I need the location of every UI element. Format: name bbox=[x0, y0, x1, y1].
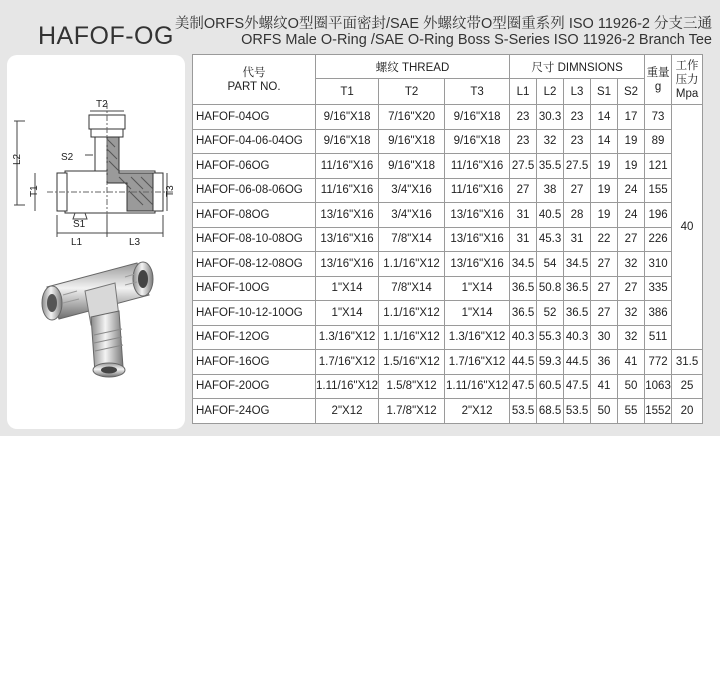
cell-l3: 47.5 bbox=[564, 374, 591, 399]
cell-s2: 32 bbox=[618, 301, 645, 326]
pressure-merged-cell: 40 bbox=[672, 105, 703, 350]
cell-t2: 1.1/16"X12 bbox=[379, 325, 445, 350]
title-english: ORFS Male O-Ring /SAE O-Ring Boss S-Series ISO 11926-2 Branch Tee bbox=[241, 32, 712, 48]
cell-t1: 13/16"X16 bbox=[316, 203, 379, 228]
cell-s1: 50 bbox=[591, 399, 618, 424]
cell-w: 335 bbox=[645, 276, 672, 301]
cell-l1: 27 bbox=[510, 178, 537, 203]
cell-t1: 1.7/16"X12 bbox=[316, 350, 379, 375]
cell-w: 310 bbox=[645, 252, 672, 277]
cell-l2: 35.5 bbox=[537, 154, 564, 179]
tee-fitting-photo bbox=[42, 262, 153, 377]
cell-w: 155 bbox=[645, 178, 672, 203]
cell-t3: 13/16"X16 bbox=[445, 203, 510, 228]
cell-w: 196 bbox=[645, 203, 672, 228]
title-chinese: 美制ORFS外螺纹O型圈平面密封/SAE 外螺纹带O型圈重系列 ISO 11926-2 分支三通 bbox=[174, 16, 712, 32]
cell-s2: 27 bbox=[618, 276, 645, 301]
cell-t1: 2"X12 bbox=[316, 399, 379, 424]
cell-s1: 27 bbox=[591, 276, 618, 301]
cell-l2: 40.5 bbox=[537, 203, 564, 228]
part-number-cell: HAFOF-20OG bbox=[193, 374, 316, 399]
part-number-cell: HAFOF-04OG bbox=[193, 105, 316, 130]
cell-t1: 13/16"X16 bbox=[316, 227, 379, 252]
cell-s2: 24 bbox=[618, 203, 645, 228]
technical-drawing bbox=[7, 55, 185, 429]
cell-l1: 27.5 bbox=[510, 154, 537, 179]
label-t3: T3 bbox=[165, 185, 176, 197]
table-row bbox=[193, 203, 703, 228]
header-t2: T2 bbox=[379, 79, 445, 105]
cell-l2: 30.3 bbox=[537, 105, 564, 130]
cell-s2: 41 bbox=[618, 350, 645, 375]
cell-t2: 1.1/16"X12 bbox=[379, 252, 445, 277]
cell-s2: 32 bbox=[618, 252, 645, 277]
cell-l3: 27 bbox=[564, 178, 591, 203]
cell-pressure: 31.5 bbox=[672, 350, 703, 375]
cell-w: 89 bbox=[645, 129, 672, 154]
cell-s1: 22 bbox=[591, 227, 618, 252]
cell-l3: 27.5 bbox=[564, 154, 591, 179]
cell-l2: 54 bbox=[537, 252, 564, 277]
cell-t3: 1"X14 bbox=[445, 301, 510, 326]
cell-l2: 38 bbox=[537, 178, 564, 203]
cell-l2: 50.8 bbox=[537, 276, 564, 301]
part-number-cell: HAFOF-10-12-10OG bbox=[193, 301, 316, 326]
cell-t3: 11/16"X16 bbox=[445, 154, 510, 179]
cell-s1: 14 bbox=[591, 105, 618, 130]
cell-t3: 1"X14 bbox=[445, 276, 510, 301]
part-number-cell: HAFOF-10OG bbox=[193, 276, 316, 301]
cell-l3: 40.3 bbox=[564, 325, 591, 350]
cell-pressure: 25 bbox=[672, 374, 703, 399]
cell-w: 1063 bbox=[645, 374, 672, 399]
cell-l1: 53.5 bbox=[510, 399, 537, 424]
cell-s1: 36 bbox=[591, 350, 618, 375]
cell-l2: 55.3 bbox=[537, 325, 564, 350]
cell-pressure: 20 bbox=[672, 399, 703, 424]
cell-l2: 52 bbox=[537, 301, 564, 326]
cell-l1: 36.5 bbox=[510, 276, 537, 301]
cell-s2: 19 bbox=[618, 154, 645, 179]
cell-w: 772 bbox=[645, 350, 672, 375]
cell-l2: 45.3 bbox=[537, 227, 564, 252]
cell-l2: 68.5 bbox=[537, 399, 564, 424]
cell-l2: 59.3 bbox=[537, 350, 564, 375]
cell-l1: 23 bbox=[510, 105, 537, 130]
cell-l1: 34.5 bbox=[510, 252, 537, 277]
cell-s1: 41 bbox=[591, 374, 618, 399]
cell-t3: 9/16"X18 bbox=[445, 129, 510, 154]
table-row bbox=[193, 374, 703, 399]
cell-w: 73 bbox=[645, 105, 672, 130]
cell-s1: 19 bbox=[591, 154, 618, 179]
header-l3: L3 bbox=[564, 79, 591, 105]
cell-l3: 36.5 bbox=[564, 276, 591, 301]
cell-s1: 27 bbox=[591, 252, 618, 277]
label-s1: S1 bbox=[73, 219, 86, 230]
cell-l3: 53.5 bbox=[564, 399, 591, 424]
cell-t1: 11/16"X16 bbox=[316, 178, 379, 203]
cell-t2: 7/8"X14 bbox=[379, 227, 445, 252]
cell-t3: 11/16"X16 bbox=[445, 178, 510, 203]
table-row bbox=[193, 350, 703, 375]
cell-l3: 23 bbox=[564, 105, 591, 130]
part-number-cell: HAFOF-16OG bbox=[193, 350, 316, 375]
header-s2: S2 bbox=[618, 79, 645, 105]
cell-w: 386 bbox=[645, 301, 672, 326]
cell-t3: 1.11/16"X12 bbox=[445, 374, 510, 399]
cell-t2: 1.5/16"X12 bbox=[379, 350, 445, 375]
cell-t2: 3/4"X16 bbox=[379, 178, 445, 203]
cell-t3: 1.7/16"X12 bbox=[445, 350, 510, 375]
cell-l1: 31 bbox=[510, 227, 537, 252]
label-t1: T1 bbox=[29, 185, 40, 197]
cell-t3: 2"X12 bbox=[445, 399, 510, 424]
header-l2: L2 bbox=[537, 79, 564, 105]
cell-l1: 40.3 bbox=[510, 325, 537, 350]
header-s1: S1 bbox=[591, 79, 618, 105]
cell-t2: 1.5/8"X12 bbox=[379, 374, 445, 399]
label-l3: L3 bbox=[129, 237, 141, 248]
label-l1: L1 bbox=[71, 237, 83, 248]
cell-t2: 3/4"X16 bbox=[379, 203, 445, 228]
cell-l2: 32 bbox=[537, 129, 564, 154]
table-row bbox=[193, 227, 703, 252]
cell-s1: 14 bbox=[591, 129, 618, 154]
cell-l1: 47.5 bbox=[510, 374, 537, 399]
header-t3: T3 bbox=[445, 79, 510, 105]
product-image-box bbox=[7, 55, 185, 429]
part-number-cell: HAFOF-06-08-06OG bbox=[193, 178, 316, 203]
table-row bbox=[193, 252, 703, 277]
header-dimensions: 尺寸 DIMNSIONS bbox=[510, 55, 645, 79]
label-s2: S2 bbox=[61, 152, 74, 163]
cell-s2: 55 bbox=[618, 399, 645, 424]
table-row bbox=[193, 154, 703, 179]
cell-w: 511 bbox=[645, 325, 672, 350]
table-row bbox=[193, 325, 703, 350]
table-row bbox=[193, 399, 703, 424]
cell-t1: 1.3/16"X12 bbox=[316, 325, 379, 350]
spec-table bbox=[192, 54, 703, 424]
cell-t2: 1.7/8"X12 bbox=[379, 399, 445, 424]
cell-t2: 7/8"X14 bbox=[379, 276, 445, 301]
table-row bbox=[193, 178, 703, 203]
header-weight: 重量 g bbox=[645, 55, 672, 105]
cell-t1: 1.11/16"X12 bbox=[316, 374, 379, 399]
cell-t2: 1.1/16"X12 bbox=[379, 301, 445, 326]
cell-s1: 19 bbox=[591, 178, 618, 203]
header-t1: T1 bbox=[316, 79, 379, 105]
cell-w: 121 bbox=[645, 154, 672, 179]
table-row bbox=[193, 276, 703, 301]
cell-t1: 9/16"X18 bbox=[316, 129, 379, 154]
table-row bbox=[193, 105, 703, 130]
cell-t1: 1"X14 bbox=[316, 301, 379, 326]
part-number-cell: HAFOF-08-12-08OG bbox=[193, 252, 316, 277]
cell-l2: 60.5 bbox=[537, 374, 564, 399]
cell-t1: 1"X14 bbox=[316, 276, 379, 301]
part-number-cell: HAFOF-08OG bbox=[193, 203, 316, 228]
cell-l3: 44.5 bbox=[564, 350, 591, 375]
table-row bbox=[193, 129, 703, 154]
cell-l3: 28 bbox=[564, 203, 591, 228]
label-l2: L2 bbox=[12, 153, 23, 165]
cell-w: 226 bbox=[645, 227, 672, 252]
cell-t1: 13/16"X16 bbox=[316, 252, 379, 277]
cell-t1: 9/16"X18 bbox=[316, 105, 379, 130]
cell-t1: 11/16"X16 bbox=[316, 154, 379, 179]
cell-s1: 27 bbox=[591, 301, 618, 326]
header-pressure: 工作 压力 Mpa bbox=[672, 55, 703, 105]
cell-t2: 7/16"X20 bbox=[379, 105, 445, 130]
part-number-cell: HAFOF-06OG bbox=[193, 154, 316, 179]
cell-s2: 50 bbox=[618, 374, 645, 399]
cell-s2: 17 bbox=[618, 105, 645, 130]
model-title: HAFOF-OG bbox=[38, 22, 174, 50]
cell-s2: 32 bbox=[618, 325, 645, 350]
cell-s2: 19 bbox=[618, 129, 645, 154]
part-number-cell: HAFOF-12OG bbox=[193, 325, 316, 350]
table-row bbox=[193, 301, 703, 326]
cell-l3: 23 bbox=[564, 129, 591, 154]
cell-t3: 9/16"X18 bbox=[445, 105, 510, 130]
cell-s2: 27 bbox=[618, 227, 645, 252]
cell-l1: 36.5 bbox=[510, 301, 537, 326]
cell-t2: 9/16"X18 bbox=[379, 154, 445, 179]
cell-l1: 44.5 bbox=[510, 350, 537, 375]
header-part-no: 代号 PART NO. bbox=[193, 55, 316, 105]
part-number-cell: HAFOF-24OG bbox=[193, 399, 316, 424]
header-thread: 螺纹 THREAD bbox=[316, 55, 510, 79]
cell-t3: 13/16"X16 bbox=[445, 252, 510, 277]
cell-t3: 1.3/16"X12 bbox=[445, 325, 510, 350]
cell-w: 1552 bbox=[645, 399, 672, 424]
cell-l3: 31 bbox=[564, 227, 591, 252]
cell-l1: 23 bbox=[510, 129, 537, 154]
part-number-cell: HAFOF-04-06-04OG bbox=[193, 129, 316, 154]
cell-l3: 34.5 bbox=[564, 252, 591, 277]
cell-s1: 30 bbox=[591, 325, 618, 350]
cell-l1: 31 bbox=[510, 203, 537, 228]
part-number-cell: HAFOF-08-10-08OG bbox=[193, 227, 316, 252]
cell-t3: 13/16"X16 bbox=[445, 227, 510, 252]
header-l1: L1 bbox=[510, 79, 537, 105]
cell-s2: 24 bbox=[618, 178, 645, 203]
label-t2: T2 bbox=[96, 99, 108, 110]
cell-s1: 19 bbox=[591, 203, 618, 228]
cell-l3: 36.5 bbox=[564, 301, 591, 326]
cell-t2: 9/16"X18 bbox=[379, 129, 445, 154]
